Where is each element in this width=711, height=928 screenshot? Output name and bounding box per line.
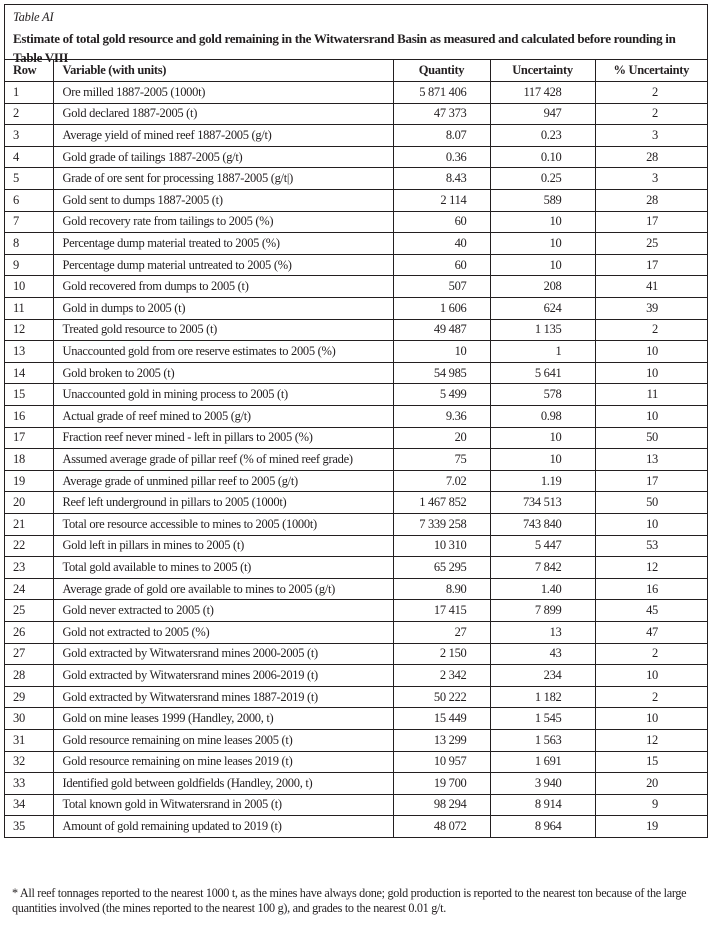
cell-variable: Gold never extracted to 2005 (t) (53, 600, 393, 622)
table-row (5, 168, 707, 190)
table-row (5, 794, 707, 816)
cell-quantity: 17 415 (393, 600, 490, 622)
cell-variable: Gold in dumps to 2005 (t) (53, 298, 393, 320)
cell-quantity: 15 449 (393, 708, 490, 730)
cell-quantity: 7 339 258 (393, 513, 490, 535)
cell-quantity: 49 487 (393, 319, 490, 341)
header-pct-uncertainty: % Uncertainty (595, 60, 707, 82)
cell-quantity: 0.36 (393, 146, 490, 168)
cell-row-number: 24 (5, 578, 53, 600)
table-row (5, 578, 707, 600)
table-row (5, 621, 707, 643)
cell-pct-uncertainty: 45 (595, 600, 707, 622)
data-table (5, 60, 707, 837)
cell-variable: Fraction reef never mined - left in pillars to 2005 (%) (53, 427, 393, 449)
cell-uncertainty: 10 (490, 233, 595, 255)
cell-row-number: 2 (5, 103, 53, 125)
cell-quantity: 98 294 (393, 794, 490, 816)
cell-quantity: 13 299 (393, 729, 490, 751)
cell-variable: Unaccounted gold in mining process to 2005 (t) (53, 384, 393, 406)
cell-row-number: 3 (5, 125, 53, 147)
cell-variable: Identified gold between goldfields (Handley, 2000, t) (53, 773, 393, 795)
cell-uncertainty: 13 (490, 621, 595, 643)
cell-variable: Gold sent to dumps 1887-2005 (t) (53, 190, 393, 212)
cell-pct-uncertainty: 39 (595, 298, 707, 320)
cell-pct-uncertainty: 17 (595, 211, 707, 233)
cell-uncertainty: 234 (490, 665, 595, 687)
cell-quantity: 7.02 (393, 470, 490, 492)
table-row (5, 384, 707, 406)
cell-uncertainty: 10 (490, 211, 595, 233)
cell-variable: Gold recovered from dumps to 2005 (t) (53, 276, 393, 298)
cell-variable: Average grade of unmined pillar reef to 2005 (g/t) (53, 470, 393, 492)
cell-row-number: 21 (5, 513, 53, 535)
cell-quantity: 60 (393, 254, 490, 276)
cell-variable: Treated gold resource to 2005 (t) (53, 319, 393, 341)
cell-variable: Actual grade of reef mined to 2005 (g/t) (53, 406, 393, 428)
cell-pct-uncertainty: 2 (595, 82, 707, 104)
cell-variable: Gold grade of tailings 1887-2005 (g/t) (53, 146, 393, 168)
cell-pct-uncertainty: 12 (595, 557, 707, 579)
table-row (5, 254, 707, 276)
cell-variable: Unaccounted gold from ore reserve estimates to 2005 (%) (53, 341, 393, 363)
cell-row-number: 31 (5, 729, 53, 751)
cell-uncertainty: 8 964 (490, 816, 595, 838)
header-variable: Variable (with units) (53, 60, 393, 82)
cell-quantity: 8.07 (393, 125, 490, 147)
cell-pct-uncertainty: 10 (595, 406, 707, 428)
cell-uncertainty: 0.23 (490, 125, 595, 147)
cell-pct-uncertainty: 19 (595, 816, 707, 838)
cell-pct-uncertainty: 10 (595, 708, 707, 730)
cell-variable: Average grade of gold ore available to mines to 2005 (g/t) (53, 578, 393, 600)
cell-row-number: 28 (5, 665, 53, 687)
table-row (5, 298, 707, 320)
cell-row-number: 5 (5, 168, 53, 190)
cell-variable: Reef left underground in pillars to 2005 (1000t) (53, 492, 393, 514)
cell-pct-uncertainty: 41 (595, 276, 707, 298)
cell-variable: Amount of gold remaining updated to 2019 (t) (53, 816, 393, 838)
table-row (5, 276, 707, 298)
cell-pct-uncertainty: 47 (595, 621, 707, 643)
cell-quantity: 2 114 (393, 190, 490, 212)
cell-row-number: 19 (5, 470, 53, 492)
table-row (5, 729, 707, 751)
cell-pct-uncertainty: 9 (595, 794, 707, 816)
cell-variable: Gold left in pillars in mines to 2005 (t) (53, 535, 393, 557)
cell-quantity: 65 295 (393, 557, 490, 579)
table-row (5, 362, 707, 384)
cell-uncertainty: 1 691 (490, 751, 595, 773)
cell-pct-uncertainty: 15 (595, 751, 707, 773)
table-label: Table AI (13, 10, 54, 24)
cell-variable: Grade of ore sent for processing 1887-2005 (g/t|) (53, 168, 393, 190)
cell-variable: Gold recovery rate from tailings to 2005 (%) (53, 211, 393, 233)
table-row (5, 686, 707, 708)
cell-pct-uncertainty: 10 (595, 665, 707, 687)
table-row (5, 125, 707, 147)
cell-uncertainty: 1 182 (490, 686, 595, 708)
table-row (5, 82, 707, 104)
cell-quantity: 507 (393, 276, 490, 298)
cell-row-number: 13 (5, 341, 53, 363)
cell-pct-uncertainty: 12 (595, 729, 707, 751)
cell-uncertainty: 5 447 (490, 535, 595, 557)
cell-quantity: 47 373 (393, 103, 490, 125)
header-row-number: Row (5, 60, 53, 82)
cell-quantity: 8.90 (393, 578, 490, 600)
cell-row-number: 8 (5, 233, 53, 255)
cell-uncertainty: 0.10 (490, 146, 595, 168)
cell-uncertainty: 5 641 (490, 362, 595, 384)
cell-quantity: 1 467 852 (393, 492, 490, 514)
cell-quantity: 75 (393, 449, 490, 471)
cell-uncertainty: 734 513 (490, 492, 595, 514)
cell-row-number: 20 (5, 492, 53, 514)
cell-quantity: 19 700 (393, 773, 490, 795)
cell-uncertainty: 1 (490, 341, 595, 363)
cell-pct-uncertainty: 10 (595, 362, 707, 384)
cell-row-number: 15 (5, 384, 53, 406)
cell-quantity: 8.43 (393, 168, 490, 190)
cell-variable: Gold resource remaining on mine leases 2019 (t) (53, 751, 393, 773)
cell-row-number: 1 (5, 82, 53, 104)
cell-variable: Gold broken to 2005 (t) (53, 362, 393, 384)
cell-pct-uncertainty: 53 (595, 535, 707, 557)
cell-quantity: 27 (393, 621, 490, 643)
cell-uncertainty: 947 (490, 103, 595, 125)
cell-uncertainty: 589 (490, 190, 595, 212)
cell-pct-uncertainty: 28 (595, 146, 707, 168)
cell-pct-uncertainty: 50 (595, 492, 707, 514)
cell-row-number: 30 (5, 708, 53, 730)
header-row (5, 60, 707, 82)
cell-variable: Gold extracted by Witwatersrand mines 2000-2005 (t) (53, 643, 393, 665)
footnote: * All reef tonnages reported to the nearest 1000 t, as the mines have always done; gold production is reported to the nearest ton because of the large quantities involved (the mines reported to the nearest 100 g), and grades to the nearest 0.01 g/t. (12, 886, 687, 915)
cell-row-number: 12 (5, 319, 53, 341)
table-caption (5, 5, 707, 65)
table-row (5, 470, 707, 492)
cell-variable: Gold on mine leases 1999 (Handley, 2000, t) (53, 708, 393, 730)
cell-quantity: 54 985 (393, 362, 490, 384)
header-quantity: Quantity (393, 60, 490, 82)
cell-pct-uncertainty: 2 (595, 319, 707, 341)
cell-variable: Total gold available to mines to 2005 (t) (53, 557, 393, 579)
cell-pct-uncertainty: 25 (595, 233, 707, 255)
cell-variable: Average yield of mined reef 1887-2005 (g/t) (53, 125, 393, 147)
table-row (5, 773, 707, 795)
cell-quantity: 10 (393, 341, 490, 363)
cell-variable: Gold extracted by Witwatersrand mines 2006-2019 (t) (53, 665, 393, 687)
cell-row-number: 18 (5, 449, 53, 471)
cell-quantity: 10 310 (393, 535, 490, 557)
table-row (5, 406, 707, 428)
table-row (5, 427, 707, 449)
header-uncertainty: Uncertainty (490, 60, 595, 82)
cell-row-number: 17 (5, 427, 53, 449)
cell-pct-uncertainty: 3 (595, 125, 707, 147)
table-row (5, 190, 707, 212)
table-row (5, 319, 707, 341)
table-row (5, 233, 707, 255)
cell-row-number: 4 (5, 146, 53, 168)
table-row (5, 211, 707, 233)
cell-uncertainty: 7 842 (490, 557, 595, 579)
cell-quantity: 2 342 (393, 665, 490, 687)
cell-uncertainty: 1 545 (490, 708, 595, 730)
table-row (5, 557, 707, 579)
table-row (5, 492, 707, 514)
table-row (5, 513, 707, 535)
cell-row-number: 26 (5, 621, 53, 643)
cell-row-number: 32 (5, 751, 53, 773)
cell-pct-uncertainty: 10 (595, 513, 707, 535)
cell-quantity: 2 150 (393, 643, 490, 665)
cell-row-number: 11 (5, 298, 53, 320)
cell-pct-uncertainty: 17 (595, 470, 707, 492)
cell-quantity: 50 222 (393, 686, 490, 708)
cell-uncertainty: 10 (490, 449, 595, 471)
cell-pct-uncertainty: 50 (595, 427, 707, 449)
cell-variable: Assumed average grade of pillar reef (% of mined reef grade) (53, 449, 393, 471)
table-row (5, 535, 707, 557)
cell-uncertainty: 0.25 (490, 168, 595, 190)
cell-pct-uncertainty: 2 (595, 643, 707, 665)
cell-variable: Percentage dump material treated to 2005 (%) (53, 233, 393, 255)
table-row (5, 751, 707, 773)
cell-row-number: 22 (5, 535, 53, 557)
cell-pct-uncertainty: 13 (595, 449, 707, 471)
cell-pct-uncertainty: 2 (595, 686, 707, 708)
table-row (5, 103, 707, 125)
cell-row-number: 10 (5, 276, 53, 298)
table-row (5, 146, 707, 168)
cell-uncertainty: 7 899 (490, 600, 595, 622)
cell-pct-uncertainty: 20 (595, 773, 707, 795)
cell-quantity: 40 (393, 233, 490, 255)
cell-pct-uncertainty: 10 (595, 341, 707, 363)
cell-row-number: 23 (5, 557, 53, 579)
table-row (5, 341, 707, 363)
cell-uncertainty: 10 (490, 427, 595, 449)
cell-quantity: 20 (393, 427, 490, 449)
cell-pct-uncertainty: 3 (595, 168, 707, 190)
table-row (5, 665, 707, 687)
cell-row-number: 7 (5, 211, 53, 233)
cell-uncertainty: 1.19 (490, 470, 595, 492)
cell-quantity: 9.36 (393, 406, 490, 428)
cell-uncertainty: 10 (490, 254, 595, 276)
cell-uncertainty: 1.40 (490, 578, 595, 600)
cell-variable: Gold resource remaining on mine leases 2005 (t) (53, 729, 393, 751)
cell-uncertainty: 43 (490, 643, 595, 665)
cell-variable: Gold declared 1887-2005 (t) (53, 103, 393, 125)
cell-variable: Ore milled 1887-2005 (1000t) (53, 82, 393, 104)
cell-row-number: 29 (5, 686, 53, 708)
cell-row-number: 16 (5, 406, 53, 428)
cell-pct-uncertainty: 16 (595, 578, 707, 600)
table-row (5, 816, 707, 838)
cell-row-number: 6 (5, 190, 53, 212)
cell-pct-uncertainty: 11 (595, 384, 707, 406)
cell-uncertainty: 208 (490, 276, 595, 298)
cell-quantity: 60 (393, 211, 490, 233)
cell-uncertainty: 1 135 (490, 319, 595, 341)
cell-variable: Percentage dump material untreated to 2005 (%) (53, 254, 393, 276)
table-row (5, 449, 707, 471)
cell-uncertainty: 3 940 (490, 773, 595, 795)
table-container (4, 4, 708, 838)
cell-variable: Total known gold in Witwatersrand in 2005 (t) (53, 794, 393, 816)
cell-uncertainty: 578 (490, 384, 595, 406)
table-row (5, 600, 707, 622)
cell-pct-uncertainty: 28 (595, 190, 707, 212)
cell-uncertainty: 8 914 (490, 794, 595, 816)
cell-variable: Gold extracted by Witwatersrand mines 1887-2019 (t) (53, 686, 393, 708)
cell-uncertainty: 0.98 (490, 406, 595, 428)
cell-quantity: 5 499 (393, 384, 490, 406)
cell-variable: Total ore resource accessible to mines to 2005 (1000t) (53, 513, 393, 535)
cell-variable: Gold not extracted to 2005 (%) (53, 621, 393, 643)
table-row (5, 643, 707, 665)
cell-quantity: 10 957 (393, 751, 490, 773)
cell-quantity: 48 072 (393, 816, 490, 838)
cell-uncertainty: 743 840 (490, 513, 595, 535)
cell-pct-uncertainty: 2 (595, 103, 707, 125)
cell-row-number: 25 (5, 600, 53, 622)
cell-row-number: 14 (5, 362, 53, 384)
cell-uncertainty: 1 563 (490, 729, 595, 751)
table-title: Estimate of total gold resource and gold remaining in the Witwatersrand Basin as measured and calculated before rounding in Table VIII (13, 31, 676, 65)
cell-row-number: 35 (5, 816, 53, 838)
cell-uncertainty: 624 (490, 298, 595, 320)
cell-quantity: 5 871 406 (393, 82, 490, 104)
cell-quantity: 1 606 (393, 298, 490, 320)
cell-row-number: 34 (5, 794, 53, 816)
table-row (5, 708, 707, 730)
cell-row-number: 9 (5, 254, 53, 276)
cell-row-number: 33 (5, 773, 53, 795)
cell-row-number: 27 (5, 643, 53, 665)
cell-uncertainty: 117 428 (490, 82, 595, 104)
cell-pct-uncertainty: 17 (595, 254, 707, 276)
